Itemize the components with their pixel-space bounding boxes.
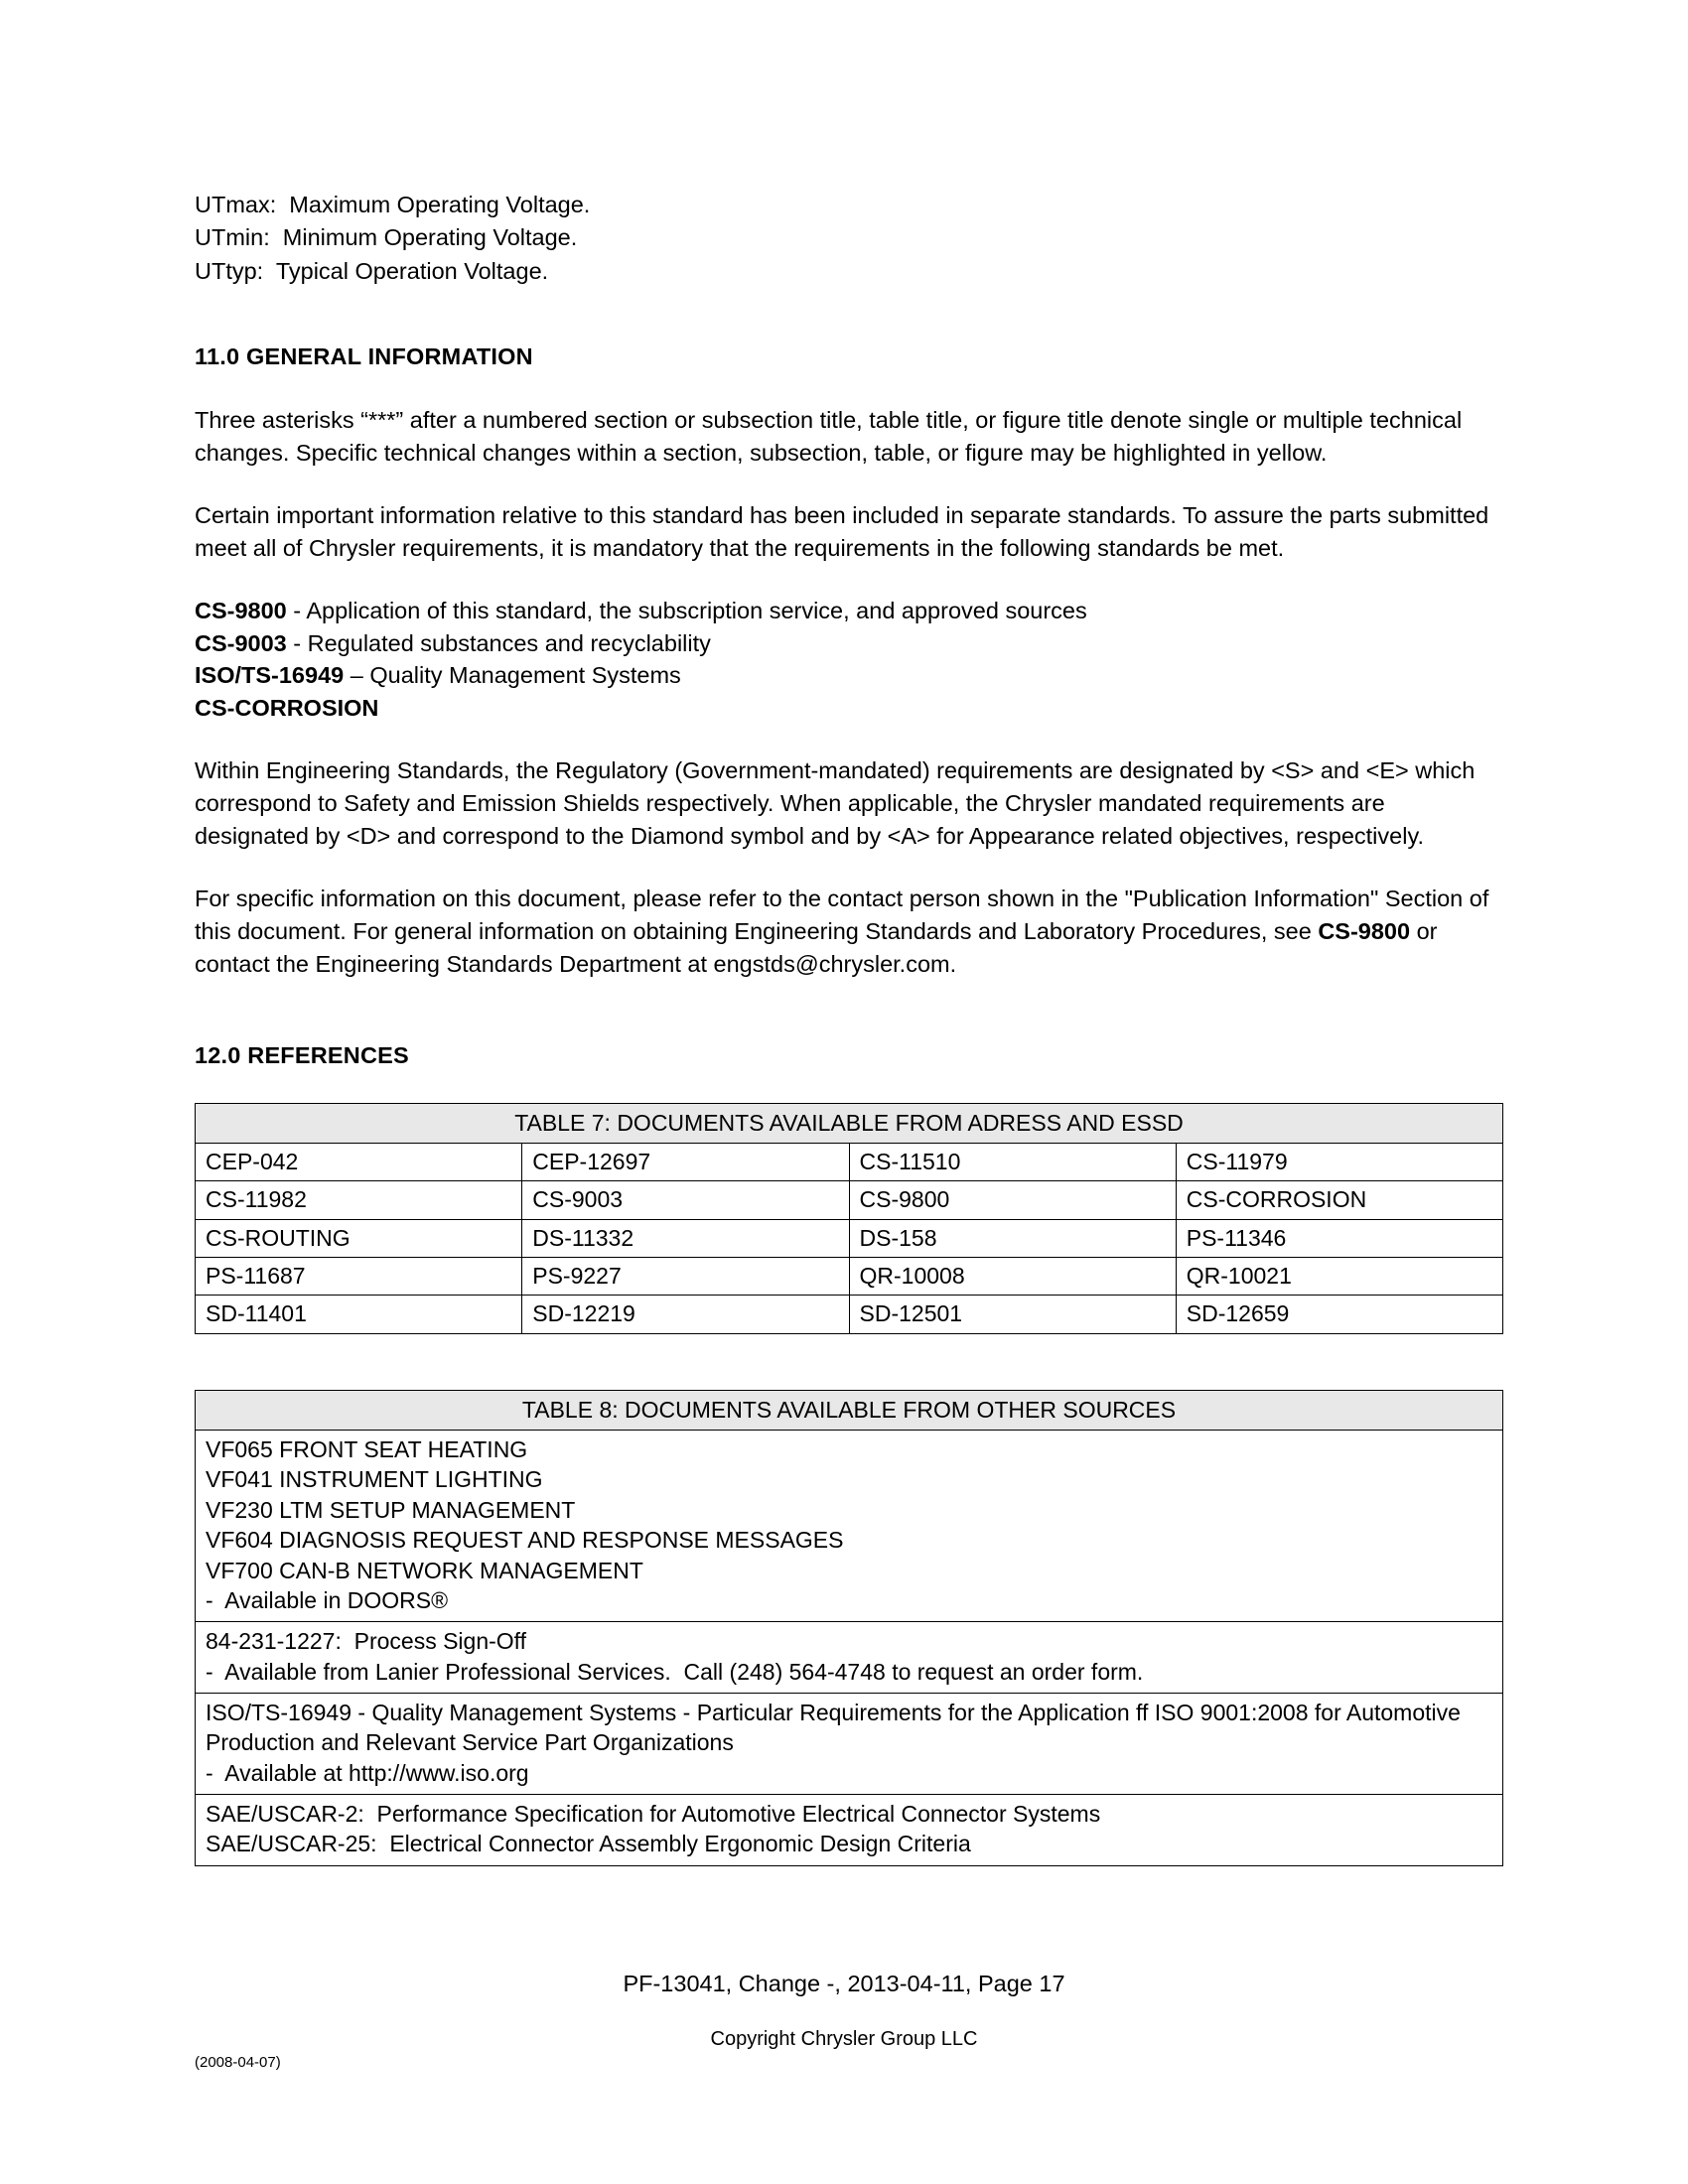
standard-code: ISO/TS-16949 [195, 662, 345, 689]
table-8-documents-other-sources [195, 1390, 1503, 1866]
table-cell: SD-11401 [196, 1296, 522, 1333]
table-cell: SD-12659 [1176, 1296, 1502, 1333]
table-row [196, 1622, 1503, 1694]
definition-line: UTmax: Maximum Operating Voltage. [195, 192, 591, 217]
table-row [196, 1143, 1503, 1180]
table-line: VF230 LTM SETUP MANAGEMENT [206, 1496, 576, 1523]
table-row [196, 1795, 1503, 1866]
table-line: SAE/USCAR-25: Electrical Connector Assembly Ergonomic Design Criteria [206, 1831, 971, 1857]
table-row [196, 1219, 1503, 1257]
standard-desc: – Quality Management Systems [344, 662, 681, 689]
table-row [196, 1390, 1503, 1430]
table-cell: CS-9800 [849, 1181, 1176, 1219]
paragraph-contact-info [195, 883, 1503, 981]
paragraph-regulatory-shields: Within Engineering Standards, the Regulatory (Government-mandated) requirements are designated by <S> and <E> which correspond to Safety and Emission Shields respectively. When applicable, the Chrysler mandated requirements are designated by <D> and correspond to the Diamond symbol and by <A> for Appearance related objectives, respectively. [195, 757, 1476, 849]
table-cell: QR-10008 [849, 1257, 1176, 1295]
standard-item [195, 595, 1503, 627]
standard-desc: - Application of this standard, the subscription service, and approved sources [286, 597, 1087, 623]
table-cell: SD-12501 [849, 1296, 1176, 1333]
table-cell: QR-10021 [1176, 1257, 1502, 1295]
table-line: ISO/TS-16949 - Quality Management Systems - Particular Requirements for the Application ff ISO 9001:2008 for Automotive Production and Relevant Service Part Organizations [206, 1699, 1468, 1756]
paragraph-separate-standards: Certain important information relative to this standard has been included in separate standards. To assure the parts submitted meet all of Chrysler requirements, it is mandatory that the requirements in the following standards be met. [195, 501, 1489, 561]
table-line: - Available at http://www.iso.org [206, 1759, 529, 1786]
table-cell: CEP-042 [196, 1143, 522, 1180]
table-line: - Available in DOORS® [206, 1586, 449, 1613]
definition-line: UTtyp: Typical Operation Voltage. [195, 257, 549, 284]
footer-revision-date: (2008-04-07) [195, 2054, 281, 2071]
table-line: SAE/USCAR-2: Performance Specification for Automotive Electrical Connector Systems [206, 1801, 1101, 1828]
standards-list [195, 595, 1503, 726]
table-line: 84-231-1227: Process Sign-Off [206, 1628, 527, 1655]
contact-text-part2: or contact the Engineering Standards Department at engstds@chrysler.com. [195, 917, 1438, 977]
table-cell: PS-11687 [196, 1257, 522, 1295]
table-cell: CS-ROUTING [196, 1219, 522, 1257]
table-row [196, 1431, 1503, 1622]
table-cell: CEP-12697 [522, 1143, 849, 1180]
table-8-caption: TABLE 8: DOCUMENTS AVAILABLE FROM OTHER SOURCES [196, 1390, 1503, 1430]
table-cell-group-process-signoff [196, 1622, 1503, 1694]
table-line: VF065 FRONT SEAT HEATING [206, 1436, 528, 1463]
paragraph-asterisks: Three asterisks “***” after a numbered section or subsection title, table title, or figure title denote single or multiple technical changes. Specific technical changes within a section, subsection, table, or figure may be highlighted in yellow. [195, 407, 1463, 466]
table-row [196, 1296, 1503, 1333]
table-7-caption: TABLE 7: DOCUMENTS AVAILABLE FROM ADRESS AND ESSD [196, 1103, 1503, 1143]
table-cell: CS-CORROSION [1176, 1181, 1502, 1219]
table-cell: DS-158 [849, 1219, 1176, 1257]
section-heading-general-information: 11.0 GENERAL INFORMATION [195, 343, 533, 370]
contact-text-part1: For specific information on this document, please refer to the contact person shown in the "Publication Information" Section of this document. For general information on obtaining Engineering Standards and Laboratory Procedures, see [195, 885, 1489, 944]
table-7-documents-adress-essd [195, 1103, 1503, 1334]
table-row [196, 1257, 1503, 1295]
table-cell-group-sae-uscar [196, 1795, 1503, 1866]
table-cell: SD-12219 [522, 1296, 849, 1333]
table-cell-group-iso [196, 1693, 1503, 1794]
table-cell: PS-11346 [1176, 1219, 1502, 1257]
definition-line: UTmin: Minimum Operating Voltage. [195, 224, 578, 251]
standard-item [195, 659, 1503, 692]
table-line: VF604 DIAGNOSIS REQUEST AND RESPONSE MESSAGES [206, 1527, 844, 1554]
standard-desc: - Regulated substances and recyclability [286, 629, 711, 656]
table-cell: CS-11979 [1176, 1143, 1502, 1180]
table-cell: CS-9003 [522, 1181, 849, 1219]
standard-code: CS-CORROSION [195, 695, 379, 722]
footer-document-info: PF-13041, Change -, 2013-04-11, Page 17 [623, 1971, 1065, 1996]
table-line: VF041 INSTRUMENT LIGHTING [206, 1466, 543, 1493]
table-cell: DS-11332 [522, 1219, 849, 1257]
section-heading-references: 12.0 REFERENCES [195, 1041, 409, 1068]
table-cell: CS-11510 [849, 1143, 1176, 1180]
table-cell: PS-9227 [522, 1257, 849, 1295]
standard-item [195, 692, 1503, 725]
standard-code: CS-9003 [195, 629, 287, 656]
table-line: - Available from Lanier Professional Services. Call (248) 564-4748 to request an order form. [206, 1658, 1144, 1685]
definitions-block [195, 189, 1503, 288]
standard-item [195, 627, 1503, 660]
table-line: VF700 CAN-B NETWORK MANAGEMENT [206, 1557, 643, 1583]
table-row [196, 1181, 1503, 1219]
table-cell-group-doors [196, 1431, 1503, 1622]
table-cell: CS-11982 [196, 1181, 522, 1219]
contact-standard-code: CS-9800 [1318, 917, 1411, 944]
table-row [196, 1103, 1503, 1143]
table-row [196, 1693, 1503, 1794]
standard-code: CS-9800 [195, 597, 287, 623]
footer-copyright: Copyright Chrysler Group LLC [710, 2028, 978, 2050]
